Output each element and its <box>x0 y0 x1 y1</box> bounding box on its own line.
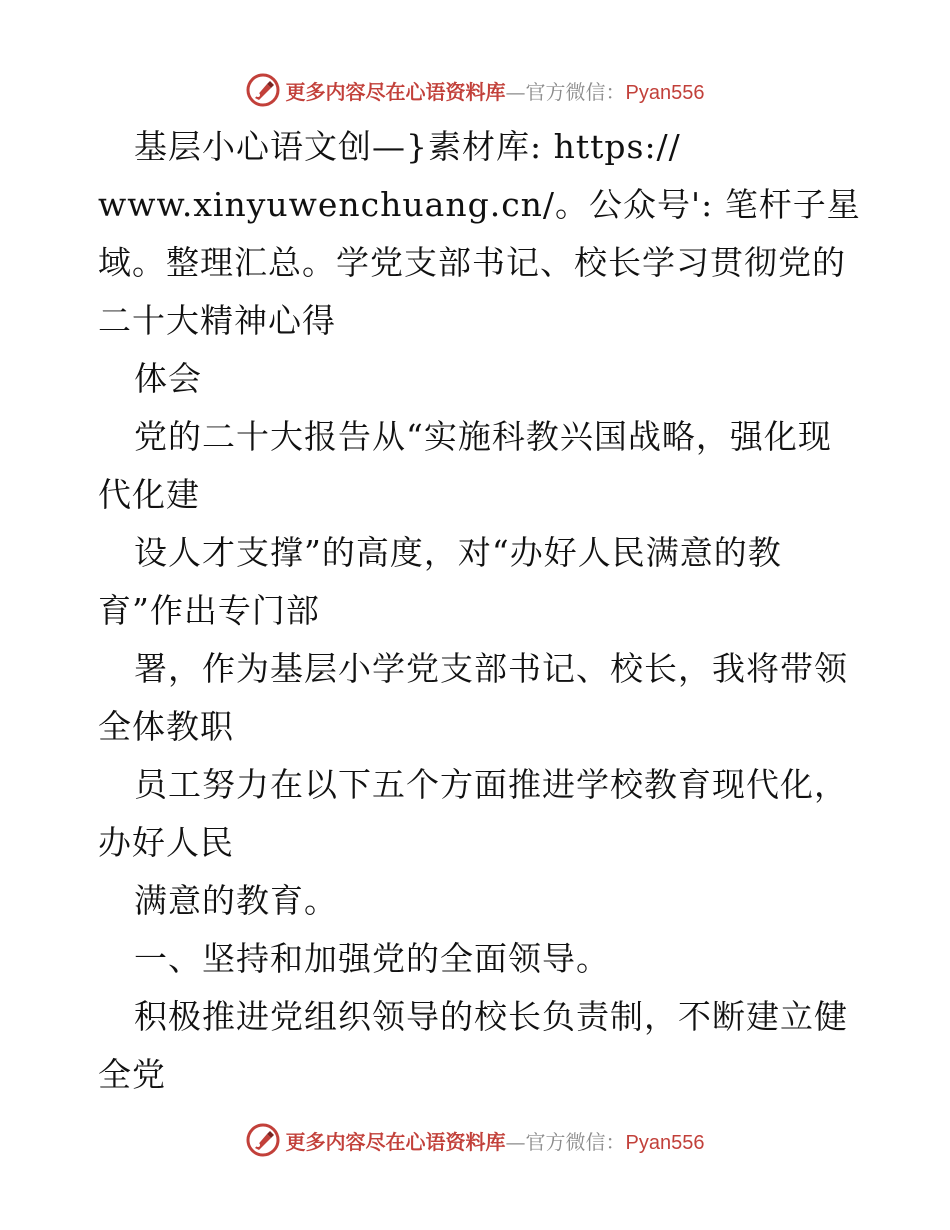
banner-wechat-label: 官方微信： <box>525 1129 626 1154</box>
text-line: www.xinyuwenchuang.cn/。公众号': 笔杆子星 <box>98 185 861 224</box>
document-body <box>98 118 861 1104</box>
text-line: 员工努力在以下五个方面推进学校教育现代化， <box>134 765 848 804</box>
banner-wechat-id: Pyan556 <box>625 1131 705 1154</box>
footer-banner <box>0 1120 950 1160</box>
banner-wechat-label: 官方微信： <box>525 79 626 104</box>
text-line: 全党 <box>98 1055 166 1094</box>
text-line: 一、坚持和加强党的全面领导。 <box>134 939 610 978</box>
text-line: 满意的教育。 <box>134 881 338 920</box>
text-line: 体会 <box>134 359 202 398</box>
text-line: 党的二十大报告从“实施科教兴国战略，强化现 <box>134 417 832 456</box>
text-line: 办好人民 <box>98 823 234 862</box>
text-line: 二十大精神心得 <box>98 301 336 340</box>
text-line: 代化建 <box>98 475 200 514</box>
text-line: 署，作为基层小学党支部书记、校长，我将带领 <box>134 649 848 688</box>
pen-nib-logo-icon <box>246 1123 280 1157</box>
banner-slogan: 更多内容尽在心语资料库 <box>285 1129 506 1154</box>
text-line: 积极推进党组织领导的校长负责制，不断建立健 <box>134 997 848 1036</box>
banner-text <box>286 1126 705 1155</box>
banner-dash: — <box>505 1129 526 1154</box>
banner-slogan: 更多内容尽在心语资料库 <box>285 79 506 104</box>
banner-dash: — <box>505 79 526 104</box>
text-line: 全体教职 <box>98 707 234 746</box>
text-line: 育”作出专门部 <box>98 591 320 630</box>
text-line: 设人才支撑”的高度，对“办好人民满意的教 <box>134 533 782 572</box>
banner-wechat-id: Pyan556 <box>625 81 705 104</box>
banner-text <box>286 76 705 105</box>
text-line: 域。整理汇总。学党支部书记、校长学习贯彻党的 <box>98 243 846 282</box>
header-banner <box>0 70 950 110</box>
text-line: 基层小心语文创—}素材库: https:// <box>134 127 681 166</box>
pen-nib-logo-icon <box>246 73 280 107</box>
